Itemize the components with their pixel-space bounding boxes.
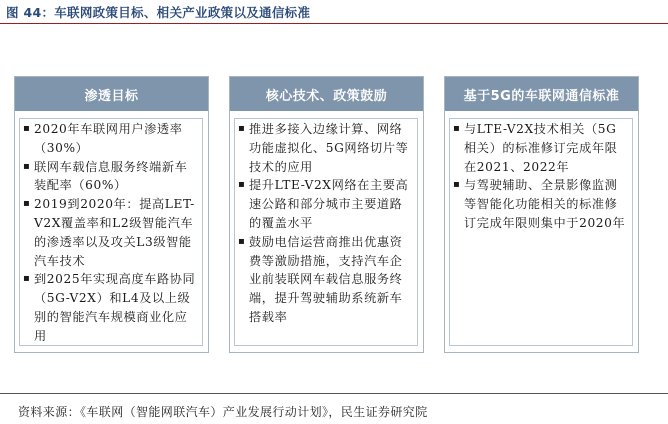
- list-item: [23, 120, 199, 158]
- column-core-tech-policy: [229, 76, 424, 353]
- column-body: [449, 118, 633, 346]
- square-bullet-icon: ▪: [23, 123, 31, 134]
- square-bullet-icon: ▪: [453, 123, 461, 134]
- column-penetration-targets: [14, 76, 209, 353]
- square-bullet-icon: ▪: [238, 235, 246, 247]
- square-bullet-icon: ▪: [23, 198, 31, 210]
- list-item-text: 提升LTE-V2X网络在主要高速公路和部分城市主要道路的覆盖水平: [249, 178, 409, 230]
- square-bullet-icon: ▪: [23, 160, 31, 172]
- column-heading: 基于5G的车联网通信标准: [445, 77, 638, 111]
- list-item-text: 2020年车联网用户渗透率（30%）: [34, 122, 183, 155]
- square-bullet-icon: ▪: [238, 179, 246, 191]
- column-heading: 核心技术、政策鼓励: [230, 77, 423, 111]
- square-bullet-icon: ▪: [453, 179, 461, 191]
- list-item-text: 2019到2020年：提高LET-V2X覆盖率和L2级智能汽车的渗透率以及攻关L3级智能汽车技术: [34, 197, 195, 268]
- column-body: [19, 118, 203, 346]
- list-item-text: 与LTE-V2X技术相关（5G相关）的标准修订完成年限在2021、2022年: [464, 122, 618, 174]
- list-item-text: 到2025年实现高度车路协同（5G-V2X）和L4及以上级别的智能汽车规模商业化应用: [34, 272, 196, 343]
- column-body: [234, 118, 418, 346]
- list-item-text: 鼓励电信运营商推出优惠资费等激励措施，支持汽车企业前装联网车载信息服务终端，提升驾驶辅助系统新车搭载率: [249, 234, 403, 324]
- column-heading: 渗透目标: [15, 77, 208, 111]
- column-5g-standards: [444, 76, 639, 353]
- list-item: [453, 120, 629, 176]
- list-item: [23, 270, 199, 345]
- square-bullet-icon: ▪: [23, 273, 31, 285]
- list-item-text: 联网车载信息服务终端新车装配率（60%）: [34, 159, 188, 193]
- list-item: [238, 233, 414, 327]
- list-item: [23, 158, 199, 196]
- square-bullet-icon: ▪: [238, 123, 246, 134]
- source-note: 资料来源：《车联网（智能网联汽车）产业发展行动计划》，民生证券研究院: [18, 405, 428, 419]
- list-item-text: 推进多接入边缘计算、网络功能虚拟化、5G网络切片等技术的应用: [249, 122, 409, 174]
- list-item: [238, 120, 414, 176]
- list-item-text: 与驾驶辅助、全景影像监测等智能化功能相关的标准修订完成年限则集中于2020年: [464, 178, 626, 230]
- figure-title: 图 44：车联网政策目标、相关产业政策以及通信标准: [6, 5, 311, 20]
- source-divider: [0, 393, 668, 394]
- list-item: [453, 176, 629, 232]
- title-divider: [0, 23, 668, 24]
- list-item: [23, 195, 199, 270]
- list-item: [238, 176, 414, 232]
